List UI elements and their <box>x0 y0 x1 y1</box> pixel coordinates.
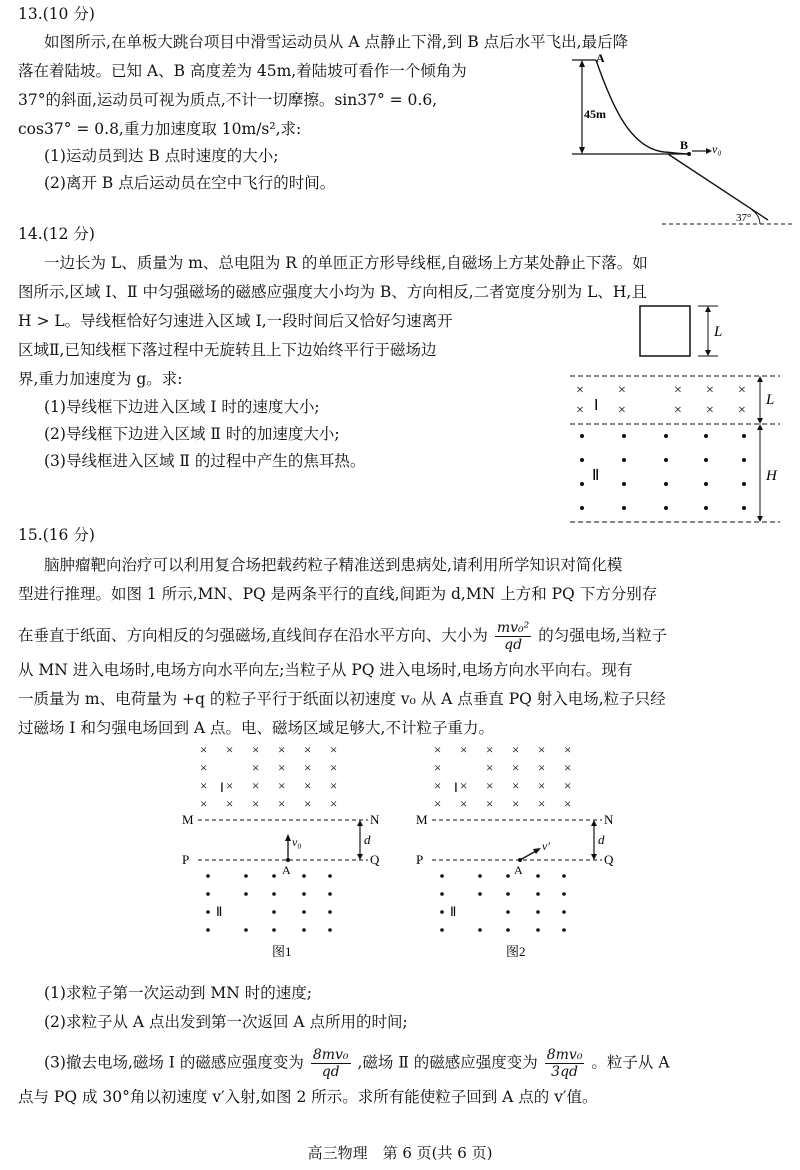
q15-fig2-label-i: Ⅰ <box>454 780 458 795</box>
svg-text:×: × <box>538 742 546 757</box>
q13-sub-2: (2)离开 B 点后运动员在空中飞行的时间。 <box>44 174 336 192</box>
q14-wire-frame <box>640 306 690 356</box>
q15-sub3-fraction-2 <box>545 1047 585 1080</box>
q14-label-l-mid: L <box>766 392 775 408</box>
q15-fig2-label-m: M <box>416 812 428 827</box>
q14-region-2-dots <box>580 434 746 510</box>
q14-header: 14.(12 分) <box>18 225 95 243</box>
q15-figure-1 <box>180 740 390 962</box>
svg-text:×: × <box>512 778 520 793</box>
svg-text:×: × <box>304 778 312 793</box>
q14-label-h: H <box>766 468 777 484</box>
svg-text:×: × <box>304 796 312 811</box>
q15-fig2-region-i-crosses <box>434 742 571 811</box>
q14-label-i: Ⅰ <box>594 398 599 414</box>
q13-header: 13.(10 分) <box>18 5 95 23</box>
svg-text:×: × <box>538 796 546 811</box>
q15-fig2-label-a: A <box>514 863 523 877</box>
q15-header: 15.(16 分) <box>18 526 95 544</box>
q15-fig1-label-n: N <box>370 812 380 827</box>
svg-text:×: × <box>486 742 494 757</box>
q15-sub3-fraction-1 <box>311 1047 351 1080</box>
svg-text:×: × <box>330 742 338 757</box>
q15-fig1-label-ii: Ⅱ <box>216 904 223 919</box>
svg-text:×: × <box>738 403 746 418</box>
q15-sub-3-a: (3)撤去电场,磁场 Ⅰ 的磁感应强度变为 <box>44 1053 304 1072</box>
svg-text:×: × <box>564 742 572 757</box>
q15-line-3 <box>18 620 667 653</box>
q15-fig1-label-a: A <box>282 863 291 877</box>
q14-sub-2: (2)导线框下边进入区域 Ⅱ 时的加速度大小; <box>44 425 340 443</box>
svg-text:×: × <box>512 742 520 757</box>
q15-fig1-label-m: M <box>182 812 194 827</box>
svg-text:×: × <box>434 796 442 811</box>
q15-sub3-f2-num: 8mv₀ <box>546 1047 583 1063</box>
q13-label-b: B <box>680 138 689 152</box>
q13-ski-jump-figure <box>572 52 796 232</box>
q15-line-5: 一质量为 m、电荷量为 +q 的粒子平行于纸面以初速度 v₀ 从 A 点垂直 PQ 射入电场,粒子只经 <box>18 690 666 708</box>
q13-label-45m: 45m <box>584 107 606 121</box>
page-footer: 高三物理 第 6 页(共 6 页) <box>307 1144 493 1162</box>
svg-text:×: × <box>226 796 234 811</box>
svg-text:×: × <box>304 760 312 775</box>
svg-text:×: × <box>538 778 546 793</box>
svg-text:×: × <box>706 403 714 418</box>
svg-text:×: × <box>200 760 208 775</box>
q15-fig2-caption: 图2 <box>506 944 526 959</box>
svg-text:×: × <box>278 778 286 793</box>
q14-sub-3: (3)导线框进入区域 Ⅱ 的过程中产生的焦耳热。 <box>44 452 366 470</box>
svg-text:×: × <box>434 760 442 775</box>
q15-fig1-label-v0: v₀ <box>292 835 302 849</box>
q15-sub3-f2-den: 3qd <box>551 1064 579 1080</box>
svg-text:×: × <box>304 742 312 757</box>
svg-text:×: × <box>200 742 208 757</box>
svg-text:×: × <box>278 742 286 757</box>
q14-line-5: 界,重力加速度为 g。求: <box>18 370 183 388</box>
q15-line-2: 型进行推理。如图 1 所示,MN、PQ 是两条平行的直线,间距为 d,MN 上方和 PQ 下方分别存 <box>18 585 658 603</box>
svg-text:×: × <box>618 403 626 418</box>
svg-text:×: × <box>252 742 260 757</box>
svg-text:×: × <box>330 796 338 811</box>
svg-text:×: × <box>512 796 520 811</box>
q15-line-3-before: 在垂直于纸面、方向相反的匀强磁场,直线间存在沿水平方向、大小为 <box>18 626 488 645</box>
svg-text:×: × <box>576 383 584 398</box>
q15-sub-1: (1)求粒子第一次运动到 MN 时的速度; <box>44 984 312 1002</box>
q15-fig1-region-i-crosses <box>200 742 337 811</box>
svg-text:×: × <box>278 760 286 775</box>
q14-label-l-top: L <box>714 324 723 340</box>
svg-text:×: × <box>252 796 260 811</box>
q15-fig1-label-d: d <box>364 832 371 847</box>
q15-fig1-label-p: P <box>182 852 190 867</box>
svg-text:×: × <box>460 778 468 793</box>
svg-text:×: × <box>460 742 468 757</box>
q15-fig2-label-ii: Ⅱ <box>450 904 457 919</box>
q15-field-fraction <box>495 620 531 653</box>
q15-sub3-f1-den: qd <box>321 1064 340 1080</box>
q13-label-a: A <box>596 52 605 65</box>
q15-fig2-label-q: Q <box>604 852 614 867</box>
q15-fig2-label-d: d <box>598 832 605 847</box>
svg-text:×: × <box>674 403 682 418</box>
q13-line-2: 落在着陆坡。已知 A、B 高度差为 45m,着陆坡可看作一个倾角为 <box>18 62 467 80</box>
svg-text:×: × <box>538 760 546 775</box>
svg-text:×: × <box>200 778 208 793</box>
q13-line-1: 如图所示,在单板大跳台项目中滑雪运动员从 A 点静止下滑,到 B 点后水平飞出,最后降 <box>44 33 629 51</box>
q13-label-v0: v₀ <box>712 142 722 156</box>
q15-field-frac-den: qd <box>504 637 523 653</box>
svg-text:×: × <box>486 796 494 811</box>
q14-region-1-crosses <box>576 383 746 418</box>
q15-figure-2 <box>414 740 624 962</box>
q15-fig1-caption: 图1 <box>272 944 292 959</box>
svg-text:×: × <box>278 796 286 811</box>
q15-sub-3-c: 。粒子从 A <box>591 1053 670 1072</box>
q15-field-frac-num: mv₀² <box>496 620 530 636</box>
q15-sub-3 <box>44 1047 670 1080</box>
svg-text:×: × <box>564 778 572 793</box>
svg-text:×: × <box>226 778 234 793</box>
q15-line-3-after: 的匀强电场,当粒子 <box>538 626 668 645</box>
q14-magnetic-field-figure <box>570 300 790 525</box>
svg-text:×: × <box>576 403 584 418</box>
q15-fig1-label-i: Ⅰ <box>220 780 224 795</box>
q15-fig2-label-p: P <box>416 852 424 867</box>
q15-line-4: 从 MN 进入电场时,电场方向水平向左;当粒子从 PQ 进入电场时,电场方向水平向右。现有 <box>18 661 633 679</box>
q14-line-2: 图所示,区域 Ⅰ、Ⅱ 中匀强磁场的磁感应强度大小均为 B、方向相反,二者宽度分别为 L、H,且 <box>18 283 647 301</box>
q15-sub-3-line-2: 点与 PQ 成 30°角以初速度 v′入射,如图 2 所示。求所有能使粒子回到 A 点的 v′值。 <box>18 1088 598 1106</box>
q15-sub3-f1-num: 8mv₀ <box>312 1047 349 1063</box>
q13-sub-1: (1)运动员到达 B 点时速度的大小; <box>44 147 279 165</box>
q13-label-angle: 37° <box>736 212 752 224</box>
svg-text:×: × <box>226 742 234 757</box>
q15-fig2-label-v: v′ <box>542 839 550 853</box>
q13-line-3: 37°的斜面,运动员可视为质点,不计一切摩擦。sin37° = 0.6, <box>18 91 438 109</box>
svg-text:×: × <box>200 796 208 811</box>
svg-text:×: × <box>674 383 682 398</box>
q13-line-4: cos37° = 0.8,重力加速度取 10m/s²,求: <box>18 120 302 138</box>
q15-sub-2: (2)求粒子从 A 点出发到第一次返回 A 点所用的时间; <box>44 1013 408 1031</box>
svg-text:×: × <box>564 760 572 775</box>
svg-text:×: × <box>460 796 468 811</box>
svg-text:×: × <box>434 742 442 757</box>
q15-fig2-region-ii-dots <box>440 874 566 932</box>
svg-text:×: × <box>330 778 338 793</box>
q13-slide-curve <box>596 60 690 154</box>
q15-fig1-region-ii-dots <box>206 874 332 932</box>
q14-line-4: 区域Ⅱ,已知线框下落过程中无旋转且上下边始终平行于磁场边 <box>18 341 437 359</box>
svg-text:×: × <box>564 796 572 811</box>
q15-fig2-label-n: N <box>604 812 614 827</box>
svg-text:×: × <box>434 778 442 793</box>
q15-fig1-label-q: Q <box>370 852 380 867</box>
q14-line-1: 一边长为 L、质量为 m、总电阻为 R 的单匝正方形导线框,自磁场上方某处静止下落。如 <box>44 254 648 272</box>
svg-text:×: × <box>330 760 338 775</box>
svg-text:×: × <box>512 760 520 775</box>
q15-fig2-velocity-arrow <box>520 851 536 860</box>
svg-text:×: × <box>486 760 494 775</box>
svg-text:×: × <box>618 383 626 398</box>
q15-line-6: 过磁场 Ⅰ 和匀强电场回到 A 点。电、磁场区域足够大,不计粒子重力。 <box>18 719 494 737</box>
q15-sub-3-b: ,磁场 Ⅱ 的磁感应强度变为 <box>357 1053 538 1072</box>
q14-line-3: H > L。导线框恰好匀速进入区域 Ⅰ,一段时间后又恰好匀速离开 <box>18 312 453 330</box>
q14-label-ii: Ⅱ <box>592 468 600 484</box>
q14-sub-1: (1)导线框下边进入区域 Ⅰ 时的速度大小; <box>44 398 320 416</box>
svg-text:×: × <box>252 760 260 775</box>
svg-text:×: × <box>738 383 746 398</box>
svg-text:×: × <box>706 383 714 398</box>
svg-text:×: × <box>486 778 494 793</box>
q15-line-1: 脑肿瘤靶向治疗可以利用复合场把载药粒子精准送到患病处,请利用所学知识对简化模 <box>44 556 623 574</box>
svg-text:×: × <box>252 778 260 793</box>
